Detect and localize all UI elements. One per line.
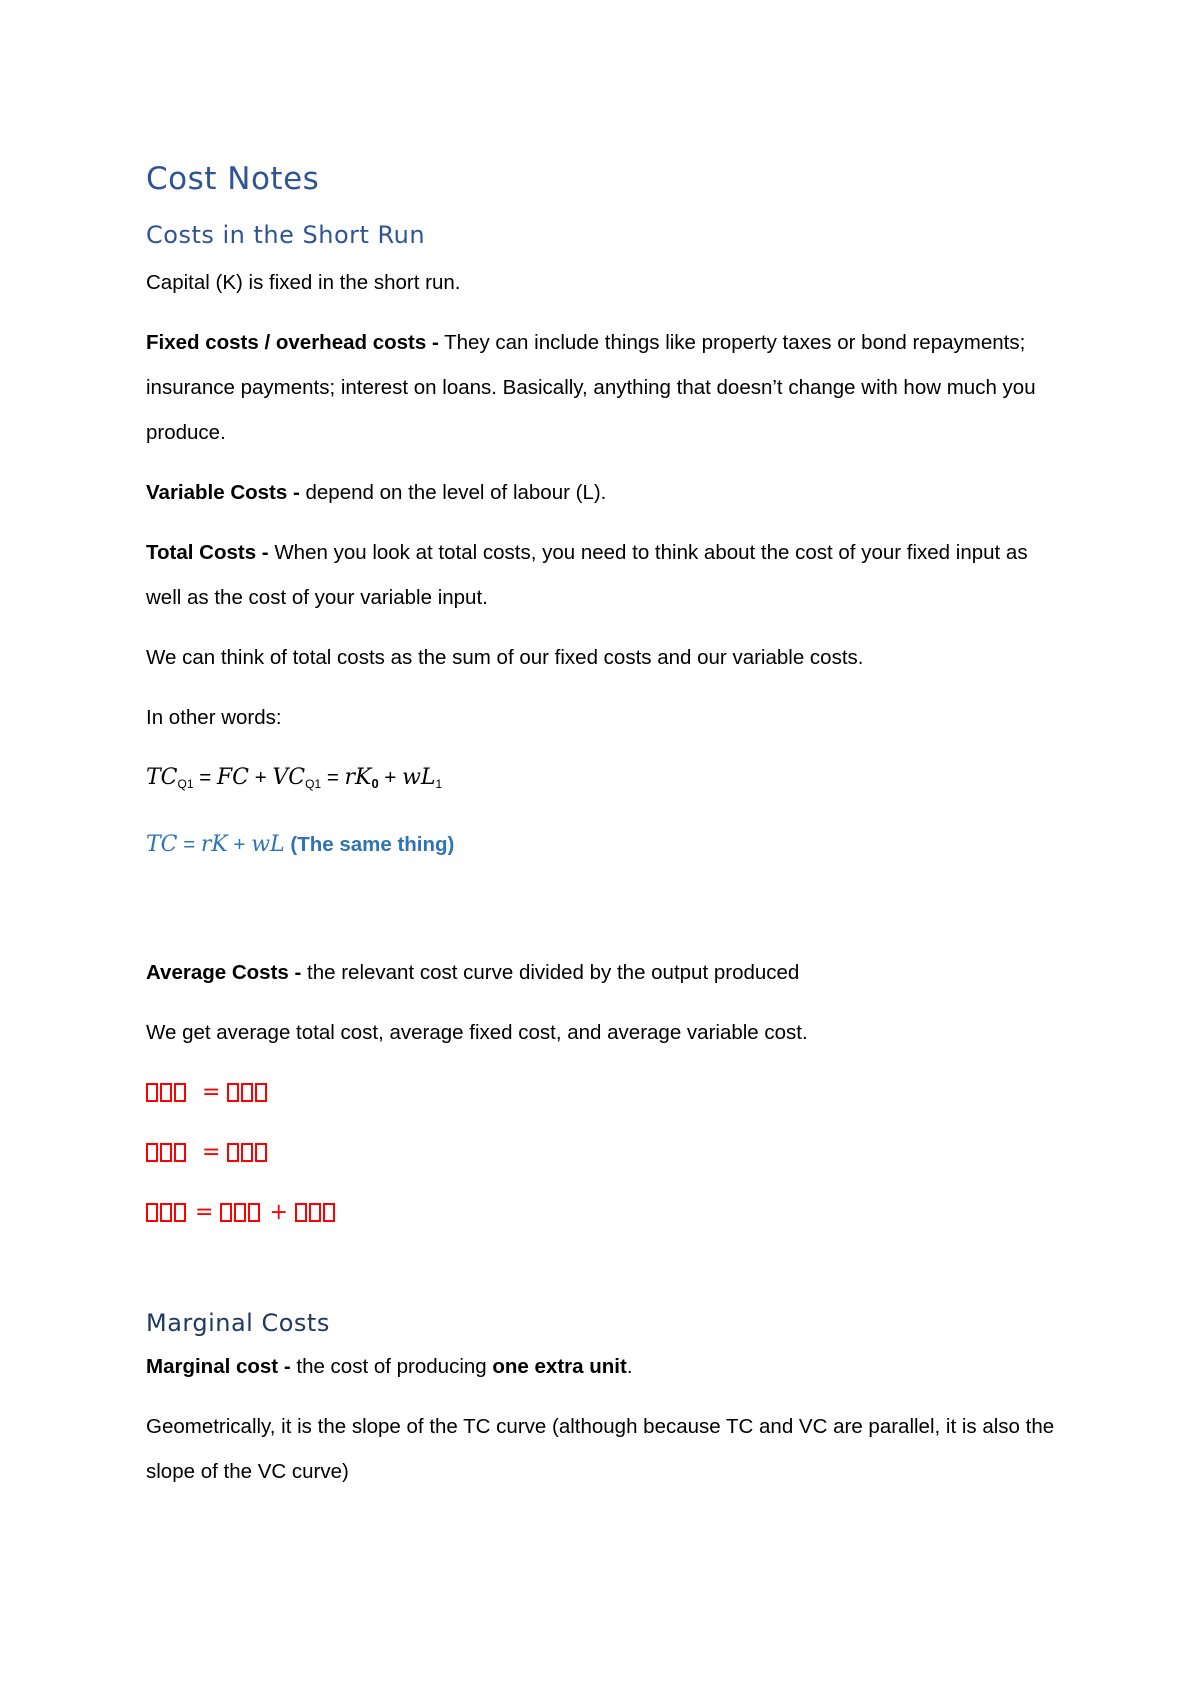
missing-glyph-icon [220,1203,232,1222]
missing-glyph-icon [160,1143,172,1162]
eq2-equals: = [177,833,201,856]
variable-costs-text: depend on the level of labour (L). [299,481,607,504]
red-equation-2 [146,1130,1066,1175]
average-costs-label: Average Costs - [146,961,302,984]
eq2-note: (The same thing) [284,833,455,856]
eq2-plus: + [227,833,252,856]
red-eq2-equals: = [202,1140,221,1165]
eq2-rk: rK [200,832,228,857]
average-types-text: We get average total cost, average fixed cost, and average variable cost. [146,1021,808,1044]
section-heading-short-run: Costs in the Short Run [146,221,426,249]
paragraph-fixed-costs [146,320,1066,455]
fixed-costs-text: They can include things like property taxes or bond repayments; insurance payments; interest on loans. Basically, anything that doesn’t change with how much you produce. [146,331,1036,444]
eq1-tc-sub: Q1 [177,777,194,791]
marginal-cost-text-b: . [626,1355,633,1378]
marginal-cost-label: Marginal cost - [146,1355,291,1378]
missing-glyph-icon [255,1083,267,1102]
paragraph-variable-costs [146,470,1066,515]
geometric-text: Geometrically, it is the slope of the TC curve (although because TC and VC are parallel, it is also the slope of the VC curve) [146,1415,1055,1483]
eq1-tc: TC [146,765,178,790]
missing-glyph-icon [146,1203,158,1222]
eq1-rk: rK [344,765,372,790]
eq1-wl-sub: 1 [435,777,443,791]
missing-glyph-icon [174,1083,186,1102]
eq1-equals-b: = [321,766,345,789]
missing-glyph-icon [160,1203,172,1222]
eq2-wl: wL [251,832,285,857]
missing-glyph-icon [174,1143,186,1162]
missing-glyph-icon [227,1083,239,1102]
paragraph-sum [146,635,1066,680]
red-eq3-equals: = [195,1200,214,1225]
eq1-vc-sub: Q1 [305,777,322,791]
missing-glyph-icon [248,1203,260,1222]
eq1-vc: VC [272,765,306,790]
document-title: Cost Notes [146,161,320,197]
paragraph-average-costs [146,950,1066,995]
document-page [146,160,1066,1509]
missing-glyph-icon [309,1203,321,1222]
spacer [146,1250,1066,1308]
eq1-rk-sub: 0 [371,776,379,791]
eq1-wl: wL [402,765,436,790]
missing-glyph-icon [255,1143,267,1162]
eq1-equals-a: = [193,766,217,789]
red-equation-1 [146,1070,1066,1115]
missing-glyph-icon [295,1203,307,1222]
missing-glyph-icon [241,1143,253,1162]
missing-glyph-icon [160,1083,172,1102]
fixed-costs-label: Fixed costs / overhead costs - [146,331,439,354]
total-costs-label: Total Costs - [146,541,269,564]
section-heading-marginal: Marginal Costs [146,1309,330,1337]
missing-glyph-icon [241,1083,253,1102]
eq1-fc: FC [216,765,250,790]
red-eq3-plus: + [269,1200,288,1225]
missing-glyph-icon [174,1203,186,1222]
eq1-plus-b: + [378,766,403,789]
other-words-text: In other words: [146,706,282,729]
total-costs-text: When you look at total costs, you need to think about the cost of your fixed input as well as the cost of your variable input. [146,541,1028,609]
marginal-cost-text-a: the cost of producing [290,1355,493,1378]
paragraph-average-types [146,1010,1066,1055]
paragraph-marginal-cost [146,1344,1066,1389]
equation-total-cost [146,755,1066,807]
equation-total-cost-blue [146,822,1066,867]
missing-glyph-icon [146,1083,158,1102]
marginal-cost-bold: one extra unit [492,1355,627,1378]
sum-text: We can think of total costs as the sum of our fixed costs and our variable costs. [146,646,864,669]
paragraph-total-costs [146,530,1066,620]
red-equation-3 [146,1190,1066,1235]
paragraph-geometric [146,1404,1066,1494]
paragraph-capital [146,260,1066,305]
missing-glyph-icon [323,1203,335,1222]
spacer [146,882,1066,950]
missing-glyph-icon [227,1143,239,1162]
eq1-plus-a: + [249,766,273,789]
missing-glyph-icon [146,1143,158,1162]
variable-costs-label: Variable Costs - [146,481,300,504]
red-eq1-equals: = [202,1080,221,1105]
paragraph-other-words [146,695,1066,740]
average-costs-text: the relevant cost curve divided by the output produced [301,961,800,984]
missing-glyph-icon [234,1203,246,1222]
capital-text: Capital (K) is fixed in the short run. [146,271,461,294]
eq2-tc: TC [146,832,178,857]
